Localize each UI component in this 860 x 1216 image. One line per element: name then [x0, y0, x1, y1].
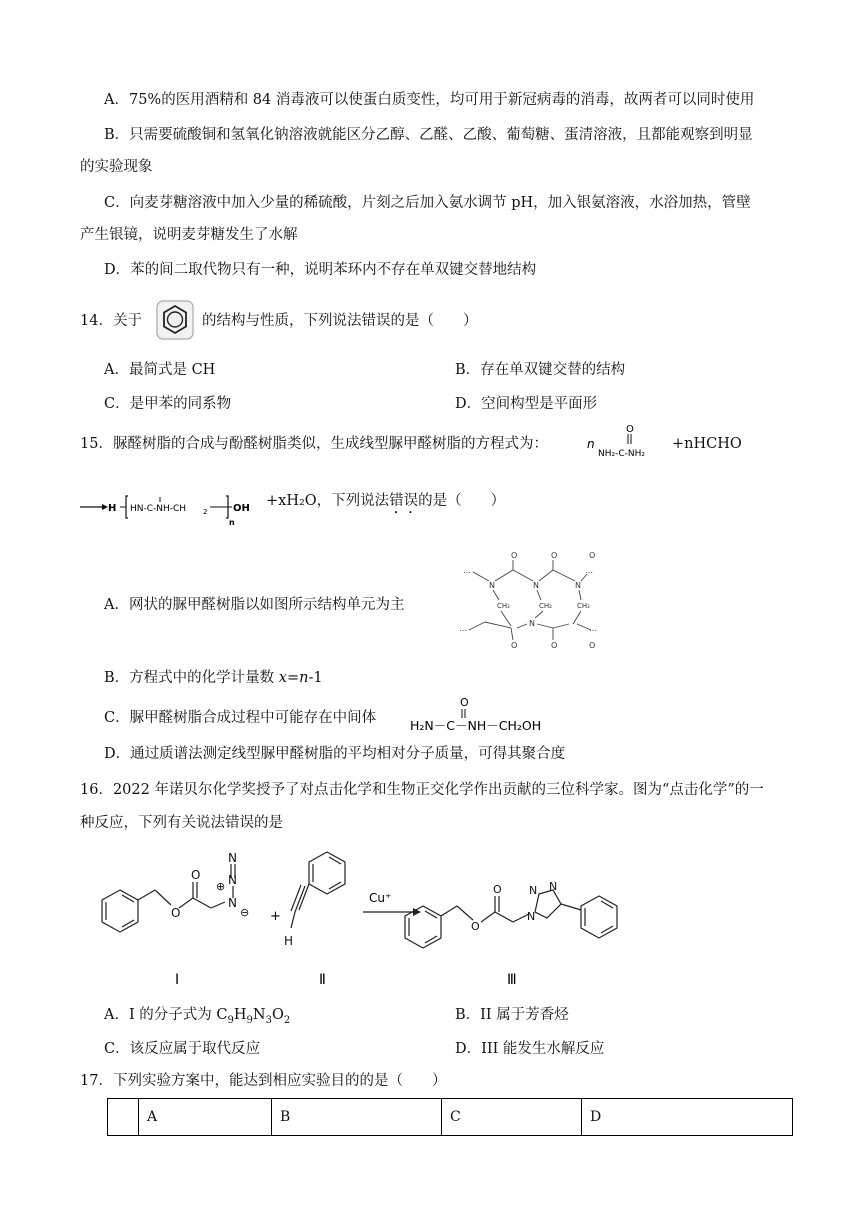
molecule-ii: [291, 852, 345, 928]
net-o-bot-3: O: [589, 641, 596, 650]
q16-option-b: B．II 属于芳香烃: [455, 1007, 569, 1023]
svg-text:N: N: [527, 910, 536, 923]
q14-option-b: B．存在单双键交替的结构: [455, 362, 626, 378]
table-header-cell: C: [442, 1099, 582, 1136]
q15-option-d: D．通过质谱法测定线型脲甲醛树脂的平均相对分子质量，可得其聚合度: [104, 746, 566, 762]
net-ch2-3: CH₂: [577, 602, 590, 610]
q15-stem-cont-a: +xH₂O，下列说法: [266, 493, 390, 509]
net-n-3: N: [575, 581, 581, 590]
q16-option-d: D．III 能发生水解反应: [455, 1041, 605, 1057]
linear-resin-structure: [80, 488, 260, 528]
urea-formula: NH₂-C-NH₂: [598, 449, 645, 459]
q13-option-c-line1: C．向麦芽糖溶液中加入少量的稀硫酸，片刻之后加入氨水调节 pH，加入银氨溶液，水浴加热，管壁: [104, 195, 751, 211]
product-subscript: 2: [203, 508, 208, 516]
svg-text:N: N: [529, 884, 538, 897]
svg-text:N: N: [228, 851, 237, 865]
net-n-1: N: [489, 581, 495, 590]
product-n: n: [229, 518, 235, 527]
q15-stem: 15．脲醛树脂的合成与酚醛树脂类似，生成线型脲甲醛树脂的方程式为：: [80, 436, 548, 452]
q13-option-d: D．苯的间二取代物只有一种，说明苯环内不存在单双键交替地结构: [104, 262, 537, 278]
net-o-top-1: O: [511, 551, 518, 560]
molecule-i: [102, 864, 235, 932]
label-ii: Ⅱ: [319, 972, 326, 988]
svg-text:H: H: [284, 934, 294, 948]
product-h: H: [108, 503, 117, 514]
svg-text:O: O: [191, 868, 201, 882]
catalyst-label: Cu⁺: [369, 891, 392, 905]
svg-text:⊖: ⊖: [240, 906, 250, 919]
q13-option-c-line2: 产生银镜，说明麦芽糖发生了水解: [80, 227, 298, 243]
svg-text:⋯: ⋯: [463, 568, 471, 577]
q14-option-d: D．空间构型是平面形: [455, 396, 598, 412]
svg-text:⊕: ⊕: [216, 880, 226, 893]
q15-hcho: +nHCHO: [672, 436, 742, 452]
network-resin-structure: [455, 548, 605, 658]
q14-option-c: C．是甲苯的同系物: [104, 396, 232, 412]
table-header-cell: A: [139, 1099, 272, 1136]
q14-stem-prefix: 14．关于: [80, 313, 142, 329]
q13-option-b-line1: B．只需要硫酸铜和氢氧化钠溶液就能区分乙醇、乙醛、乙酸、葡萄糖、蛋清溶液，且都能观察到明显: [104, 127, 753, 143]
label-i: I: [175, 972, 180, 988]
q15-option-b: B．方程式中的化学计量数 x=n-1: [104, 670, 323, 686]
svg-text:O: O: [471, 920, 480, 933]
q17-stem: 17．下列实验方案中，能达到相应实验目的的是（ ）: [80, 1073, 447, 1089]
q14-option-a: A．最简式是 CH: [104, 362, 216, 378]
svg-text:O: O: [171, 906, 181, 920]
table-header-cell: D: [582, 1099, 793, 1136]
net-o-top-3: O: [589, 551, 596, 560]
svg-text:N: N: [228, 896, 237, 910]
q16-stem-line1: 16．2022 年诺贝尔化学奖授予了对点击化学和生物正交化学作出贡献的三位科学家。图为“点击化学”的一: [80, 782, 764, 798]
table-row: [108, 1099, 793, 1136]
net-n-2: N: [533, 581, 539, 590]
table-header-cell: B: [272, 1099, 442, 1136]
net-o-top-2: O: [551, 551, 558, 560]
net-o-bot-1: O: [511, 641, 518, 650]
q15-option-a: A．网状的脲甲醛树脂以如图所示结构单元为主: [104, 597, 405, 613]
q15-stem-cont-b: 的是（ ）: [418, 493, 506, 509]
svg-text:⋯: ⋯: [585, 568, 593, 577]
net-o-bot-2: O: [551, 641, 558, 650]
svg-text:⋯: ⋯: [459, 626, 467, 635]
product-unit: HN-C-NH-CH: [130, 504, 187, 514]
q15-stem-continued: [266, 491, 505, 517]
q14-stem: 的结构与性质，下列说法错误的是（ ）: [202, 313, 478, 329]
q16-option-c: C．该反应属于取代反应: [104, 1041, 261, 1057]
q17-table: [107, 1098, 793, 1136]
intermediate-structure: [410, 696, 585, 736]
svg-text:⋯: ⋯: [589, 626, 597, 635]
coefficient-n: n: [587, 437, 595, 451]
molecule-iii: [405, 890, 617, 948]
svg-text:N: N: [549, 880, 558, 893]
table-header-cell: [108, 1099, 139, 1136]
intermediate-formula: H₂N－C－NH－CH₂OH: [410, 718, 542, 733]
q16-stem-line2: 种反应，下列有关说法错误的是: [80, 815, 283, 831]
q13-option-b-line2: 的实验现象: [80, 159, 153, 175]
reactant-oxygen: O: [626, 424, 634, 435]
plus-sign: +: [270, 909, 281, 924]
svg-text:N: N: [228, 873, 237, 887]
q15-option-c: C．脲甲醛树脂合成过程中可能存在中间体: [104, 710, 377, 726]
q15-stem-emphasis: 错误: [389, 493, 419, 509]
net-ch2-2: CH₂: [539, 602, 552, 610]
svg-text:O: O: [493, 883, 502, 896]
q13-option-a: A．75%的医用酒精和 84 消毒液可以使蛋白质变性，均可用于新冠病毒的消毒，故两者可以同时使用: [104, 92, 755, 108]
q16-option-a: A．I 的分子式为 $C_9H_9N_3O_2$: [104, 1007, 291, 1026]
intermediate-oxygen: O: [460, 696, 469, 709]
net-n-4: N: [529, 619, 535, 628]
click-reaction-scheme: [95, 850, 655, 990]
urea-structure: [584, 422, 674, 466]
net-ch2-1: CH₂: [497, 602, 510, 610]
product-oh: OH: [233, 503, 250, 514]
benzene-ring-icon: [156, 300, 194, 340]
label-iii: Ⅲ: [507, 972, 517, 988]
